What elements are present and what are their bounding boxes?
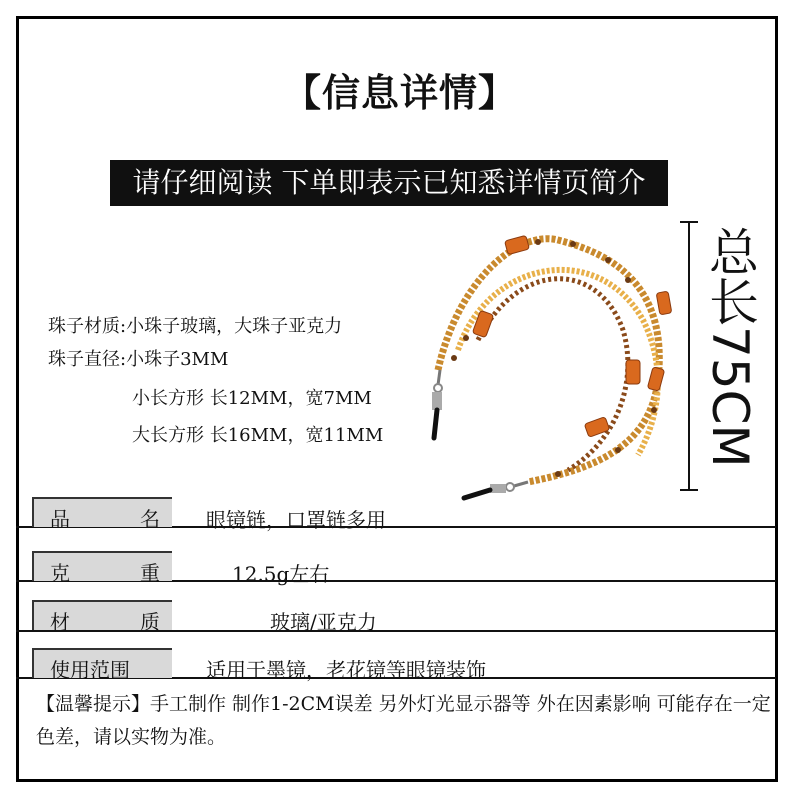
- notice-banner: 请仔细阅读 下单即表示已知悉详情页简介: [110, 160, 668, 206]
- large-beads: [472, 235, 672, 437]
- bead-chain: [438, 239, 659, 482]
- row-divider: [16, 630, 776, 632]
- row-label-material: [32, 600, 172, 634]
- row-label-weight: [32, 551, 172, 585]
- row-value-usage: 适用于墨镜，老花镜等眼镜装饰: [206, 658, 486, 682]
- row-label-char: 克: [50, 561, 70, 585]
- row-label-text: 使用范围: [50, 658, 130, 682]
- row-label-usage: [32, 648, 172, 682]
- product-image: [418, 220, 680, 510]
- row-label-name: [32, 497, 172, 531]
- row-value-material: 玻璃/亚克力: [270, 610, 377, 634]
- row-value-weight: 12.5g左右: [232, 562, 330, 586]
- eyeglass-holders: [432, 370, 528, 498]
- spec-diameter: 珠子直径:小珠子3MM: [48, 349, 229, 370]
- length-dimension-line: [672, 218, 702, 494]
- spec-large-rect: 大长方形 长16MM，宽11MM: [132, 425, 384, 446]
- page-title: 【信息详情】: [282, 71, 517, 115]
- spec-small-rect: 小长方形 长12MM，宽7MM: [132, 388, 372, 409]
- row-label-char: 重: [140, 561, 160, 585]
- row-value-name: 眼镜链，口罩链多用: [206, 508, 386, 532]
- footer-note: 【温馨提示】手工制作 制作1-2CM误差 另外灯光显示器等 外在因素影响 可能存在一定色差，请以实物为准。: [36, 693, 771, 748]
- spec-material: 珠子材质:小珠子玻璃，大珠子亚克力: [48, 316, 343, 337]
- row-label-char: 名: [140, 507, 160, 531]
- total-length-label: 总长75CM: [701, 226, 759, 468]
- row-label-char: 品: [50, 507, 70, 531]
- row-label-char: 质: [140, 610, 160, 634]
- row-label-char: 材: [50, 610, 70, 634]
